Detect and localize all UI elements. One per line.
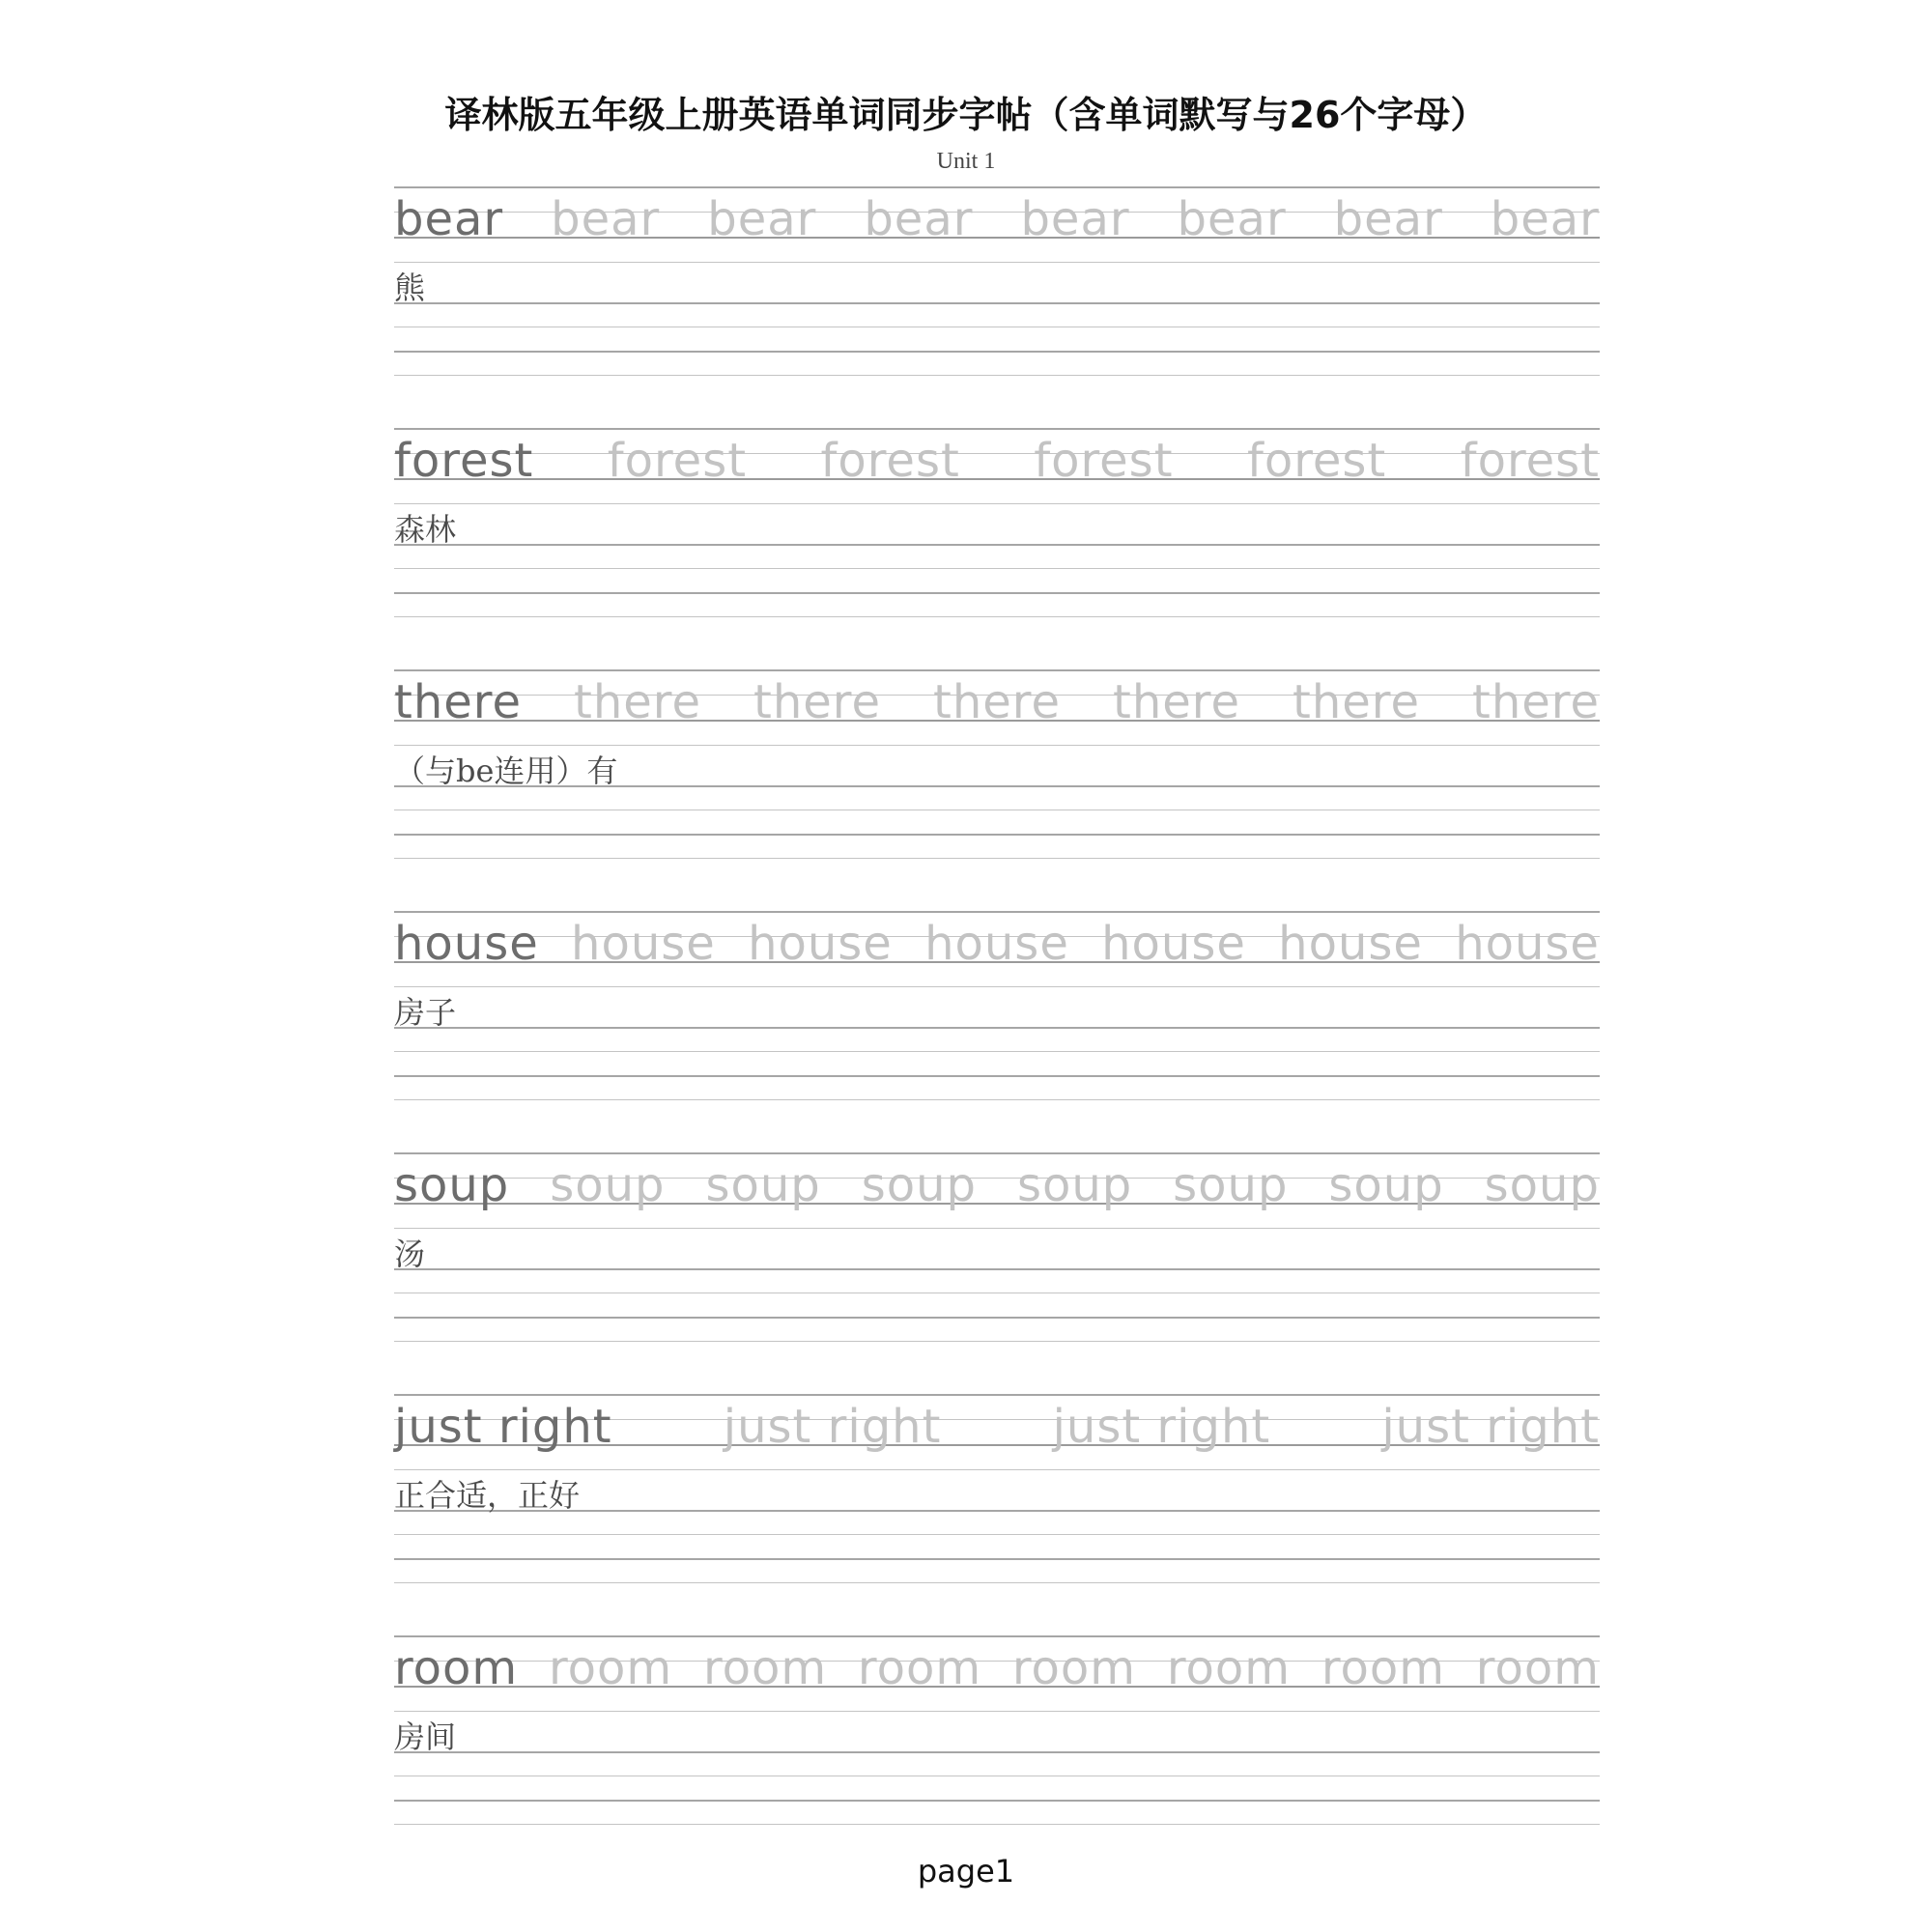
word-row xyxy=(394,186,1600,244)
trace-word: just right xyxy=(1052,1400,1271,1454)
guide-line xyxy=(394,503,1600,504)
trace-word: bear xyxy=(551,192,661,246)
word-meaning: 房子 xyxy=(394,994,457,1031)
trace-word: soup xyxy=(861,1158,977,1212)
guide-line xyxy=(394,1228,1600,1229)
word-entry-just-right xyxy=(394,1394,1600,1626)
word-meaning: （与be连用）有 xyxy=(394,753,618,789)
model-word: forest xyxy=(394,434,534,488)
word-meaning: 汤 xyxy=(394,1236,426,1272)
writing-line xyxy=(394,1341,1600,1342)
trace-word: there xyxy=(1293,675,1420,729)
trace-word: bear xyxy=(707,192,817,246)
writing-line xyxy=(394,858,1600,859)
writing-line xyxy=(394,592,1600,594)
trace-word: soup xyxy=(1484,1158,1600,1212)
word-meaning: 正合适，正好 xyxy=(394,1477,581,1514)
trace-word: there xyxy=(933,675,1061,729)
word-entry-room xyxy=(394,1635,1600,1867)
page-title: 译林版五年级上册英语单词同步字帖（含单词默写与26个字母） xyxy=(444,94,1488,136)
trace-word: forest xyxy=(607,434,748,488)
trace-word: room xyxy=(857,1641,982,1695)
trace-word: room xyxy=(1475,1641,1600,1695)
word-row xyxy=(394,669,1600,727)
writing-line xyxy=(394,544,1600,546)
word-meaning: 房间 xyxy=(394,1719,457,1755)
word-row xyxy=(394,428,1600,486)
guide-line xyxy=(394,1711,1600,1712)
trace-word: house xyxy=(571,917,716,971)
trace-word: soup xyxy=(1328,1158,1444,1212)
trace-word: soup xyxy=(705,1158,821,1212)
writing-line xyxy=(394,1824,1600,1825)
guide-line xyxy=(394,262,1600,263)
word-meaning: 熊 xyxy=(394,270,426,306)
writing-line xyxy=(394,375,1600,376)
trace-word: there xyxy=(753,675,881,729)
model-word: bear xyxy=(394,192,504,246)
word-row xyxy=(394,1152,1600,1210)
writing-line xyxy=(394,1268,1600,1270)
word-meaning: 森林 xyxy=(394,511,457,548)
trace-word: soup xyxy=(550,1158,666,1212)
trace-word: bear xyxy=(1490,192,1600,246)
trace-word: bear xyxy=(1177,192,1287,246)
word-entry-house xyxy=(394,911,1600,1143)
trace-word: forest xyxy=(1034,434,1174,488)
writing-line xyxy=(394,834,1600,836)
guide-line xyxy=(394,1469,1600,1470)
writing-line xyxy=(394,1558,1600,1560)
guide-line xyxy=(394,745,1600,746)
model-word: room xyxy=(394,1641,519,1695)
writing-line xyxy=(394,1582,1600,1583)
writing-line xyxy=(394,1075,1600,1077)
trace-word: bear xyxy=(864,192,974,246)
writing-line xyxy=(394,1099,1600,1100)
trace-word: forest xyxy=(1246,434,1387,488)
trace-word: room xyxy=(548,1641,673,1695)
model-word: just right xyxy=(394,1400,612,1454)
trace-word: room xyxy=(1011,1641,1137,1695)
guide-line xyxy=(394,986,1600,987)
trace-word: room xyxy=(1321,1641,1445,1695)
writing-line xyxy=(394,616,1600,617)
writing-line xyxy=(394,1317,1600,1319)
page-number: page1 xyxy=(917,1853,1015,1889)
writing-line xyxy=(394,1534,1600,1535)
trace-word: there xyxy=(1472,675,1600,729)
trace-word: there xyxy=(574,675,701,729)
trace-word: forest xyxy=(1460,434,1600,488)
trace-word: house xyxy=(748,917,893,971)
writing-line xyxy=(394,1027,1600,1029)
writing-line xyxy=(394,351,1600,353)
writing-line xyxy=(394,568,1600,569)
word-entry-there xyxy=(394,669,1600,901)
word-entry-bear xyxy=(394,186,1600,418)
trace-word: bear xyxy=(1333,192,1443,246)
model-word: house xyxy=(394,917,539,971)
trace-word: soup xyxy=(1016,1158,1133,1212)
trace-word: house xyxy=(924,917,1069,971)
trace-word: room xyxy=(702,1641,828,1695)
trace-word: house xyxy=(1455,917,1600,971)
unit-label: Unit 1 xyxy=(936,149,996,174)
trace-word: soup xyxy=(1173,1158,1289,1212)
word-row xyxy=(394,1394,1600,1452)
trace-word: there xyxy=(1113,675,1240,729)
model-word: soup xyxy=(394,1158,510,1212)
word-entry-forest xyxy=(394,428,1600,660)
trace-word: just right xyxy=(723,1400,942,1454)
word-row xyxy=(394,1635,1600,1693)
trace-word: forest xyxy=(820,434,960,488)
model-word: there xyxy=(394,675,522,729)
writing-line xyxy=(394,1051,1600,1052)
trace-word: room xyxy=(1166,1641,1292,1695)
word-row xyxy=(394,911,1600,969)
trace-word: bear xyxy=(1020,192,1130,246)
writing-line xyxy=(394,302,1600,304)
writing-line xyxy=(394,1751,1600,1753)
trace-word: just right xyxy=(1381,1400,1600,1454)
trace-word: house xyxy=(1101,917,1246,971)
trace-word: house xyxy=(1278,917,1423,971)
writing-line xyxy=(394,1800,1600,1802)
word-entry-soup xyxy=(394,1152,1600,1384)
